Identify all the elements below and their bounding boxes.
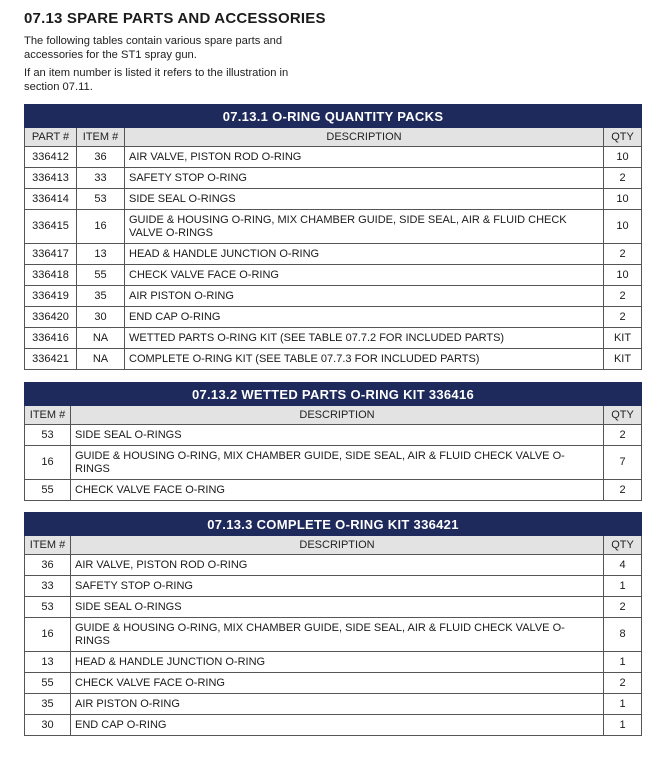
- description: GUIDE & HOUSING O-RING, MIX CHAMBER GUIDE, SIDE SEAL, AIR & FLUID CHECK VALVE O-RINGS: [71, 618, 604, 652]
- table-row: [25, 286, 642, 307]
- description: HEAD & HANDLE JUNCTION O-RING: [125, 244, 604, 265]
- quantity: 1: [604, 576, 642, 597]
- column-header-qty: QTY: [604, 406, 642, 425]
- quantity: 2: [604, 286, 642, 307]
- quantity: 1: [604, 694, 642, 715]
- description: SAFETY STOP O-RING: [125, 168, 604, 189]
- table-row: [25, 425, 642, 446]
- column-header-item: ITEM #: [25, 406, 71, 425]
- quantity: 1: [604, 715, 642, 736]
- description: GUIDE & HOUSING O-RING, MIX CHAMBER GUIDE, SIDE SEAL, AIR & FLUID CHECK VALVE O-RINGS: [71, 446, 604, 480]
- table-title: 07.13.2 WETTED PARTS O-RING KIT 336416: [25, 383, 642, 406]
- column-header-description: DESCRIPTION: [125, 128, 604, 147]
- quantity: 8: [604, 618, 642, 652]
- quantity: 10: [604, 189, 642, 210]
- wetted-parts-kit-table: [24, 382, 642, 501]
- quantity: 4: [604, 555, 642, 576]
- section-title: 07.13 SPARE PARTS AND ACCESSORIES: [24, 10, 326, 27]
- column-header-description: DESCRIPTION: [71, 406, 604, 425]
- complete-oring-kit-table: [24, 512, 642, 736]
- part-number: 336415: [25, 210, 77, 244]
- column-header-item: ITEM #: [25, 536, 71, 555]
- part-number: 336414: [25, 189, 77, 210]
- quantity: 2: [604, 168, 642, 189]
- description: CHECK VALVE FACE O-RING: [71, 673, 604, 694]
- part-number: 336419: [25, 286, 77, 307]
- quantity: 10: [604, 210, 642, 244]
- description: AIR PISTON O-RING: [71, 694, 604, 715]
- item-number: 36: [25, 555, 71, 576]
- table-row: [25, 265, 642, 286]
- table-row: [25, 673, 642, 694]
- item-number: 53: [77, 189, 125, 210]
- table-row: [25, 349, 642, 370]
- table-row: [25, 147, 642, 168]
- item-number: 55: [77, 265, 125, 286]
- description: CHECK VALVE FACE O-RING: [71, 480, 604, 501]
- part-number: 336417: [25, 244, 77, 265]
- description: SAFETY STOP O-RING: [71, 576, 604, 597]
- table-row: [25, 555, 642, 576]
- table-row: [25, 597, 642, 618]
- item-number: 33: [77, 168, 125, 189]
- part-number: 336416: [25, 328, 77, 349]
- intro-paragraph-2: If an item number is listed it refers to the illustration in section 07.11.: [24, 67, 289, 93]
- item-number: 16: [25, 446, 71, 480]
- description: END CAP O-RING: [125, 307, 604, 328]
- quantity: 10: [604, 147, 642, 168]
- item-number: NA: [77, 328, 125, 349]
- item-number: 16: [77, 210, 125, 244]
- quantity: 2: [604, 673, 642, 694]
- quantity: 2: [604, 597, 642, 618]
- table-row: [25, 168, 642, 189]
- part-number: 336421: [25, 349, 77, 370]
- intro-paragraph-1: The following tables contain various spare parts and accessories for the ST1 spray gun.: [24, 35, 283, 61]
- description: SIDE SEAL O-RINGS: [71, 425, 604, 446]
- table-row: [25, 189, 642, 210]
- quantity: 1: [604, 652, 642, 673]
- item-number: 13: [25, 652, 71, 673]
- quantity: KIT: [604, 328, 642, 349]
- item-number: 30: [25, 715, 71, 736]
- part-number: 336412: [25, 147, 77, 168]
- part-number: 336420: [25, 307, 77, 328]
- item-number: 35: [77, 286, 125, 307]
- item-number: 13: [77, 244, 125, 265]
- quantity: 7: [604, 446, 642, 480]
- item-number: 30: [77, 307, 125, 328]
- table-row: [25, 244, 642, 265]
- part-number: 336418: [25, 265, 77, 286]
- quantity: 2: [604, 244, 642, 265]
- description: AIR PISTON O-RING: [125, 286, 604, 307]
- description: AIR VALVE, PISTON ROD O-RING: [71, 555, 604, 576]
- table-row: [25, 576, 642, 597]
- table-row: [25, 618, 642, 652]
- item-number: NA: [77, 349, 125, 370]
- oring-quantity-packs-table: [24, 104, 642, 370]
- table-row: [25, 328, 642, 349]
- description: GUIDE & HOUSING O-RING, MIX CHAMBER GUIDE, SIDE SEAL, AIR & FLUID CHECK VALVE O-RINGS: [125, 210, 604, 244]
- quantity: 10: [604, 265, 642, 286]
- description: SIDE SEAL O-RINGS: [71, 597, 604, 618]
- description: CHECK VALVE FACE O-RING: [125, 265, 604, 286]
- table-row: [25, 480, 642, 501]
- column-header-part: PART #: [25, 128, 77, 147]
- quantity: KIT: [604, 349, 642, 370]
- table-row: [25, 652, 642, 673]
- item-number: 16: [25, 618, 71, 652]
- item-number: 55: [25, 673, 71, 694]
- column-header-qty: QTY: [604, 536, 642, 555]
- quantity: 2: [604, 425, 642, 446]
- quantity: 2: [604, 480, 642, 501]
- description: COMPLETE O-RING KIT (SEE TABLE 07.7.3 FOR INCLUDED PARTS): [125, 349, 604, 370]
- column-header-item: ITEM #: [77, 128, 125, 147]
- description: SIDE SEAL O-RINGS: [125, 189, 604, 210]
- table-row: [25, 715, 642, 736]
- table-row: [25, 307, 642, 328]
- item-number: 35: [25, 694, 71, 715]
- column-header-qty: QTY: [604, 128, 642, 147]
- item-number: 53: [25, 425, 71, 446]
- item-number: 53: [25, 597, 71, 618]
- item-number: 55: [25, 480, 71, 501]
- description: AIR VALVE, PISTON ROD O-RING: [125, 147, 604, 168]
- part-number: 336413: [25, 168, 77, 189]
- description: END CAP O-RING: [71, 715, 604, 736]
- column-header-description: DESCRIPTION: [71, 536, 604, 555]
- description: WETTED PARTS O-RING KIT (SEE TABLE 07.7.2 FOR INCLUDED PARTS): [125, 328, 604, 349]
- item-number: 33: [25, 576, 71, 597]
- item-number: 36: [77, 147, 125, 168]
- table-row: [25, 446, 642, 480]
- quantity: 2: [604, 307, 642, 328]
- table-row: [25, 210, 642, 244]
- table-title: 07.13.3 COMPLETE O-RING KIT 336421: [25, 513, 642, 536]
- description: HEAD & HANDLE JUNCTION O-RING: [71, 652, 604, 673]
- table-title: 07.13.1 O-RING QUANTITY PACKS: [25, 105, 642, 128]
- table-row: [25, 694, 642, 715]
